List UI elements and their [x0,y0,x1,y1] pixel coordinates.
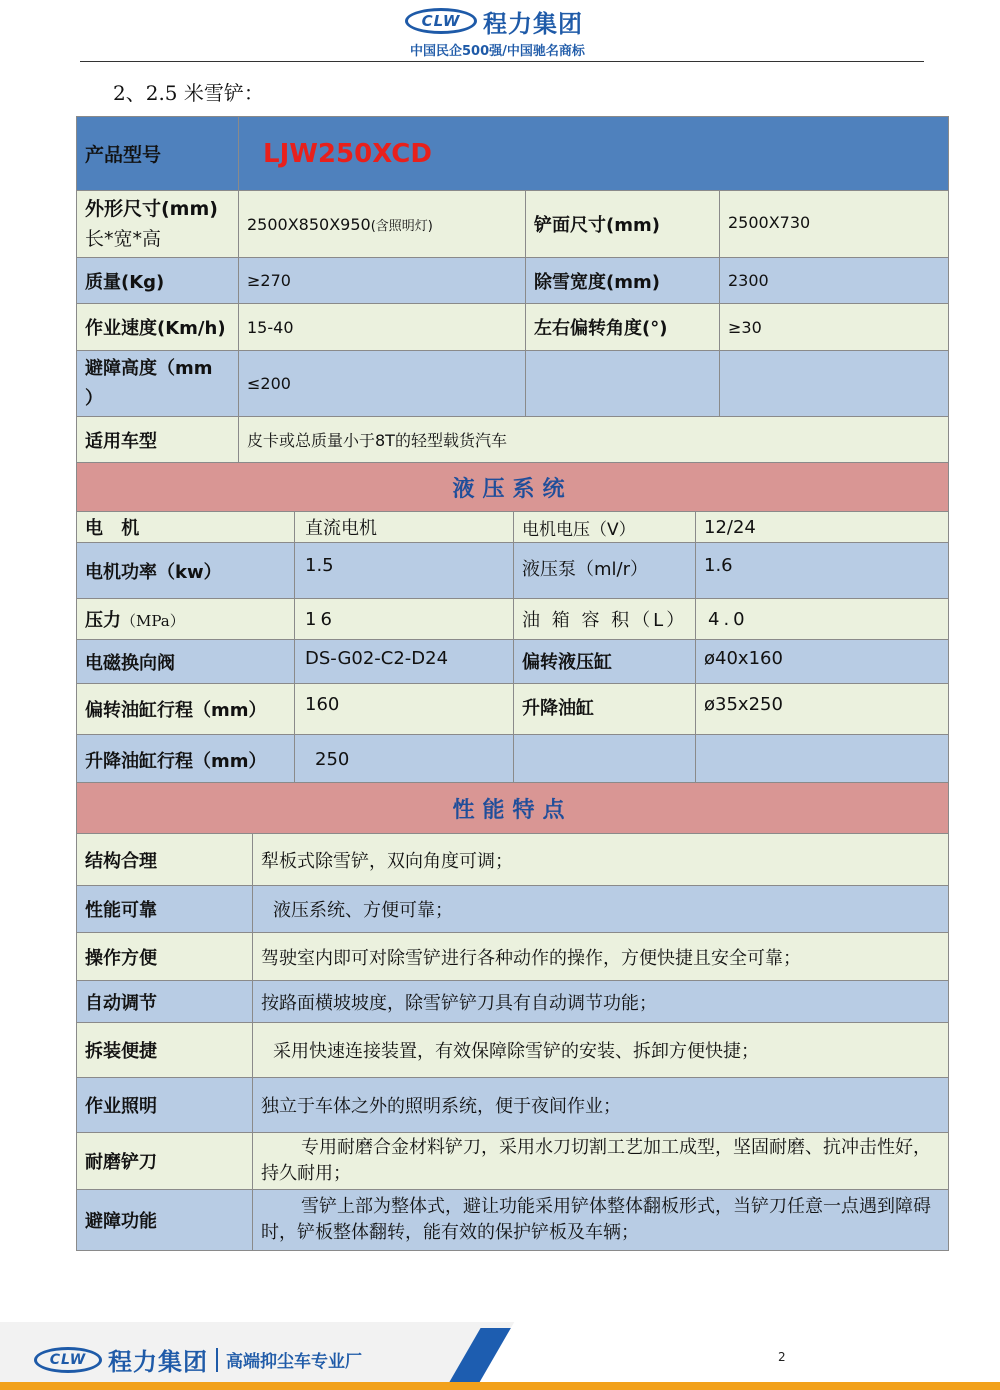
feature-label: 结构合理 [77,834,253,886]
lift-stroke-row [77,735,949,785]
hydraulic-table [76,462,949,785]
feature-text: 独立于车体之外的照明系统，便于夜间作业； [253,1078,949,1133]
clw-logo-icon: CLW [405,8,477,34]
pressure-value: 16 [295,599,514,640]
power-value: 1.5 [295,543,514,599]
size-value: 2500X850X950 [247,215,371,234]
features-title: 性能特点 [77,783,949,834]
size-note: (含照明灯) [370,219,433,234]
vehicle-label: 适用车型 [77,417,239,463]
angle-label: 左右偏转角度(°) [526,304,720,351]
tank-label: 油 箱 容 积（L） [514,599,696,640]
feature-label: 自动调节 [77,981,253,1023]
model-label: 产品型号 [77,117,239,191]
lift-cylinder-label: 升降油缸 [514,684,696,735]
feature-label: 耐磨铲刀 [77,1133,253,1190]
motor-value: 直流电机 [295,512,514,543]
empty-cell [526,351,720,417]
size-label: 外形尺寸(mm) [85,198,218,220]
page-number: 2 [778,1350,786,1364]
motor-row [77,512,949,543]
header-logo [405,6,605,36]
pressure-unit: （MPa） [121,612,185,630]
feature-text: 采用快速连接装置，有效保障除雪铲的安装、拆卸方便快捷； [253,1023,949,1078]
features-table [76,782,949,1251]
footer-logo [34,1342,362,1377]
hydraulic-header-row [77,463,949,512]
deflect-cylinder-value: ø40x160 [696,640,949,684]
feature-row [77,1133,949,1190]
footer-orange-bar [0,1382,1000,1390]
feature-label: 作业照明 [77,1078,253,1133]
empty-cell [720,351,949,417]
feature-text: 雪铲上部为整体式，避让功能采用铲体整体翻板形式，当铲刀任意一点遇到障碍时，铲板整体翻转，能有效的保护铲板及车辆； [253,1190,949,1251]
deflect-stroke-value: 160 [295,684,514,735]
lift-cylinder-value: ø35x250 [696,684,949,735]
footer-slogan: 高端抑尘车专业厂 [226,1352,362,1372]
valve-row [77,640,949,684]
blade-value: 2500X730 [720,191,949,258]
deflect-stroke-row [77,684,949,735]
vehicle-value: 皮卡或总质量小于8T的轻型载货汽车 [239,417,949,463]
size-label-dims: 长*宽*高 [85,228,162,250]
obstacle-label-end: ） [85,387,103,409]
speed-row [77,304,949,351]
blade-label: 铲面尺寸(mm) [526,191,720,258]
spec-table [76,116,949,463]
feature-row [77,886,949,933]
valve-value: DS-G02-C2-D24 [295,640,514,684]
footer-company-name: 程力集团 [108,1348,208,1376]
feature-row [77,1190,949,1251]
deflect-stroke-label: 偏转油缸行程（mm） [77,684,295,735]
tank-value: 4.0 [696,599,949,640]
voltage-value: 12/24 [696,512,949,543]
feature-row [77,1078,949,1133]
feature-text: 按路面横坡坡度，除雪铲铲刀具有自动调节功能； [253,981,949,1023]
obstacle-row [77,351,949,417]
valve-label: 电磁换向阀 [77,640,295,684]
feature-text: 专用耐磨合金材料铲刀，采用水刀切割工艺加工成型，坚固耐磨、抗冲击性好，持久耐用； [253,1133,949,1190]
clear-width-label: 除雪宽度(mm) [526,258,720,304]
mass-row [77,258,949,304]
vehicle-row [77,417,949,463]
voltage-label: 电机电压（V） [514,512,696,543]
obstacle-value: ≤200 [239,351,526,417]
pump-value: 1.6 [696,543,949,599]
size-row [77,191,949,258]
pump-label: 液压泵（ml/r） [514,543,696,599]
section-title: 2、2.5 米雪铲： [113,81,264,105]
feature-text: 犁板式除雪铲，双向角度可调； [253,834,949,886]
empty-cell [696,735,949,785]
power-row [77,543,949,599]
feature-row [77,981,949,1023]
power-label: 电机功率（kw） [77,543,295,599]
feature-text: 液压系统、方便可靠； [253,886,949,933]
lift-stroke-value: 250 [295,735,514,785]
feature-label: 性能可靠 [77,886,253,933]
mass-label: 质量(Kg) [77,258,239,304]
speed-label: 作业速度(Km/h) [77,304,239,351]
feature-row [77,933,949,981]
hydraulic-title: 液压系统 [77,463,949,512]
feature-row [77,1023,949,1078]
clw-logo-icon: CLW [34,1347,102,1373]
motor-label: 电 机 [77,512,295,543]
feature-label: 拆装便捷 [77,1023,253,1078]
feature-row [77,834,949,886]
deflect-cylinder-label: 偏转液压缸 [514,640,696,684]
pressure-label: 压力 [85,610,121,631]
feature-label: 操作方便 [77,933,253,981]
company-name: 程力集团 [483,9,583,38]
empty-cell [514,735,696,785]
header-divider [80,61,924,62]
model-value: LJW250XCD [263,138,432,169]
feature-text: 驾驶室内即可对除雪铲进行各种动作的操作，方便快捷且安全可靠； [253,933,949,981]
lift-stroke-label: 升降油缸行程（mm） [77,735,295,785]
mass-value: ≥270 [239,258,526,304]
speed-value: 15-40 [239,304,526,351]
pressure-row [77,599,949,640]
angle-value: ≥30 [720,304,949,351]
header-subtitle: 中国民企500强/中国驰名商标 [410,44,585,59]
features-header-row [77,783,949,834]
footer-separator [216,1348,218,1372]
feature-label: 避障功能 [77,1190,253,1251]
obstacle-label: 避障高度（mm [85,357,213,379]
clear-width-value: 2300 [720,258,949,304]
model-row [77,117,949,191]
